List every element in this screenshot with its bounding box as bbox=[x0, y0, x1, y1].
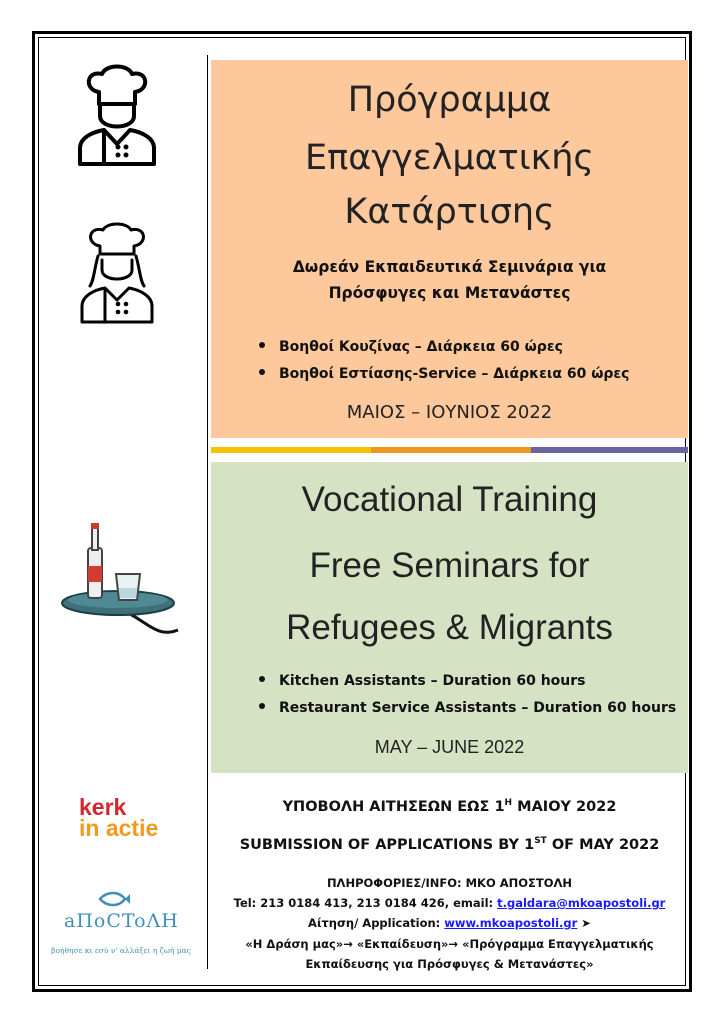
kerk-in-actie-logo-line2: in actie bbox=[79, 815, 159, 841]
greek-title-line2: Επαγγελματικής bbox=[305, 138, 594, 178]
fish-icon bbox=[97, 890, 131, 908]
website-link[interactable]: www.mkoapostoli.gr bbox=[444, 916, 578, 930]
bullet-dot bbox=[259, 369, 265, 375]
greek-subtitle-line2: Πρόσφυγες και Μετανάστες bbox=[328, 284, 571, 302]
path-line2: Εκπαίδευσης για Πρόσφυγες & Μετανάστες» bbox=[305, 957, 594, 971]
english-deadline: SUBMISSION OF APPLICATIONS BY 1ST OF MAY 2022 bbox=[239, 836, 660, 853]
english-bullet-kitchen: Kitchen Assistants – Duration 60 hours bbox=[259, 673, 586, 689]
english-title-line3: Refugees & Migrants bbox=[286, 608, 613, 647]
greek-subtitle-line1: Δωρεάν Εκπαιδευτικά Σεμινάρια για bbox=[292, 258, 607, 276]
male-chef-icon bbox=[72, 62, 162, 168]
english-bullet-service: Restaurant Service Assistants – Duration 60 hours bbox=[259, 700, 676, 716]
path-line1: «Η Δράση μας»→ «Εκπαίδευση»→ «Πρόγραμμα Επαγγελματικής bbox=[245, 937, 654, 951]
greek-title-line1: Πρόγραμμα bbox=[347, 80, 552, 120]
stripe-yellow bbox=[211, 447, 371, 453]
contact-line: Tel: 213 0184 413, 213 0184 426, email: t.galdara@mkoapostoli.gr bbox=[233, 896, 666, 910]
greek-bullet-kitchen: Βοηθοί Κουζίνας – Διάρκεια 60 ώρες bbox=[259, 339, 563, 355]
greek-deadline: ΥΠΟΒΟΛΗ ΑΙΤΗΣΕΩΝ ΕΩΣ $1^H$ ΜΑΙΟΥ 2022 bbox=[282, 798, 617, 815]
application-line: Αίτηση/ Application: www.mkoapostoli.gr ➤ bbox=[308, 916, 591, 930]
stripe-purple bbox=[531, 447, 688, 453]
column-divider bbox=[207, 55, 208, 969]
apostoli-logo-slogan: βοήθησε κι εσύ ν' αλλάξει η ζωή μας bbox=[51, 946, 191, 955]
info-line: ΠΛΗΡΟΦΟΡΙΕΣ/INFO: ΜΚΟ ΑΠΟΣΤΟΛΗ bbox=[326, 876, 573, 890]
bullet-dot bbox=[259, 703, 265, 709]
female-chef-icon bbox=[72, 220, 162, 326]
bullet-dot bbox=[259, 342, 265, 348]
serving-tray-icon bbox=[58, 518, 188, 648]
english-title-line2: Free Seminars for bbox=[309, 546, 590, 585]
apostoli-logo-name: aΠoCToΛH bbox=[64, 910, 179, 932]
stripe-orange bbox=[371, 447, 531, 453]
greek-dates: ΜΑΙΟΣ – ΙΟΥΝΙΟΣ 2022 bbox=[346, 402, 553, 423]
english-dates: MAY – JUNE 2022 bbox=[374, 737, 525, 757]
greek-bullet-service: Βοηθοί Εστίασης-Service – Διάρκεια 60 ώρες bbox=[259, 366, 629, 382]
bullet-dot bbox=[259, 676, 265, 682]
email-link[interactable]: t.galdara@mkoapostoli.gr bbox=[497, 896, 666, 910]
greek-title-line3: Κατάρτισης bbox=[344, 192, 555, 232]
kerk-in-actie-logo: kerk bbox=[79, 794, 127, 820]
english-title-line1: Vocational Training bbox=[301, 480, 598, 519]
